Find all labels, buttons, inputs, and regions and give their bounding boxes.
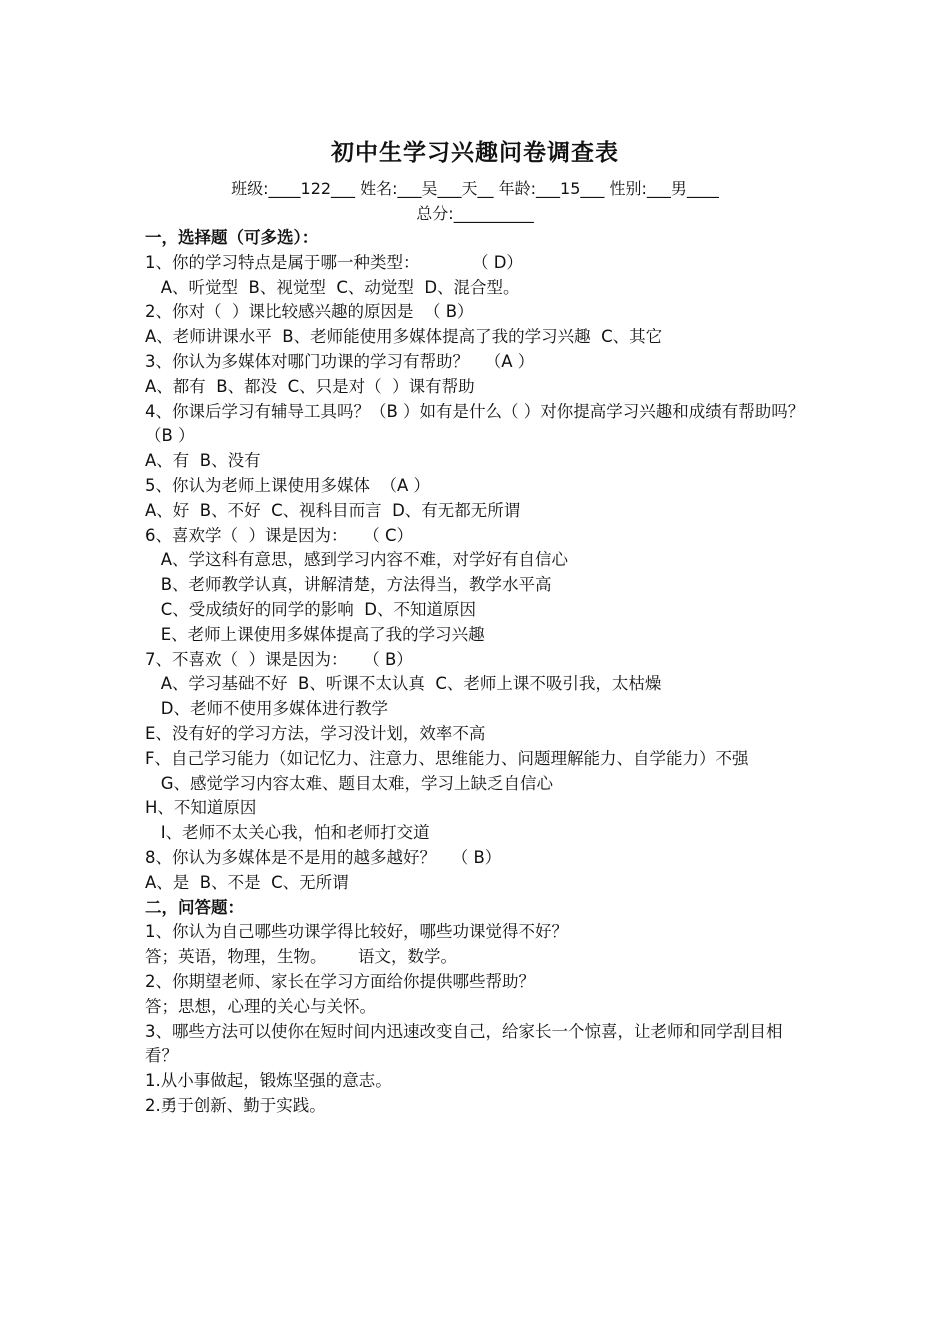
questionnaire-line: 1、你的学习特点是属于哪一种类型： （ D）	[145, 252, 523, 272]
questionnaire-line: A、有 B、没有	[145, 451, 261, 471]
questionnaire-line: I、老师不太关心我，怕和老师打交道	[145, 823, 430, 843]
questionnaire-line: 3、哪些方法可以使你在短时间内迅速改变自己，给家长一个惊喜，让老师和同学刮目相看？	[145, 1021, 783, 1066]
page-title: 初中生学习兴趣问卷调查表	[331, 139, 619, 166]
questionnaire-line: E、老师上课使用多媒体提高了我的学习兴趣	[145, 624, 485, 644]
questionnaire-line: F、自己学习能力（如记忆力、注意力、思维能力、问题理解能力、自学能力）不强	[145, 748, 749, 768]
questionnaire-line: A、听觉型 B、视觉型 C、动觉型 D、混合型。	[145, 277, 520, 297]
questionnaire-line: 6、喜欢学（ ）课是因为： （ C）	[145, 525, 413, 545]
questionnaire-line: 8、你认为多媒体是不是用的越多越好？ （ B）	[145, 847, 502, 867]
questionnaire-line: 4、你课后学习有辅导工具吗？（B ）如有是什么（ ）对你提高学习兴趣和成绩有帮助吗？（B ）	[145, 401, 805, 446]
questionnaire-line: E、没有好的学习方法，学习没计划，效率不高	[145, 723, 486, 743]
questionnaire-line: 2.勇于创新、勤于实践。	[145, 1095, 326, 1115]
questionnaire-body	[145, 226, 810, 1119]
questionnaire-line: H、不知道原因	[145, 798, 257, 818]
questionnaire-line: A、都有 B、都没 C、只是对（ ）课有帮助	[145, 376, 475, 396]
questionnaire-line: 2、你对（ ）课比较感兴趣的原因是 （ B）	[145, 302, 474, 322]
questionnaire-line: G、感觉学习内容太难、题目太难，学习上缺乏自信心	[145, 773, 554, 793]
questionnaire-line: 3、你认为多媒体对哪门功课的学习有帮助？ （A ）	[145, 351, 535, 371]
questionnaire-line: B、老师教学认真，讲解清楚，方法得当，教学水平高	[145, 575, 552, 595]
questionnaire-line: 1.从小事做起，锻炼坚强的意志。	[145, 1071, 392, 1091]
questionnaire-line: 答；英语，物理，生物。 语文，数学。	[145, 947, 457, 967]
questionnaire-line: 2、你期望老师、家长在学习方面给你提供哪些帮助？	[145, 971, 535, 991]
section-heading: 二，问答题：	[145, 897, 244, 917]
questionnaire-line: 答；思想，心理的关心与关怀。	[145, 996, 376, 1016]
questionnaire-line: A、学这科有意思，感到学习内容不难，对学好有自信心	[145, 550, 569, 570]
questionnaire-line: D、老师不使用多媒体进行教学	[145, 699, 388, 719]
student-info-line: 班级:____122___ 姓名:___吴___天__ 年龄:___15___ 性别:___男____	[231, 179, 719, 198]
questionnaire-line: A、老师讲课水平 B、老师能使用多媒体提高了我的学习兴趣 C、其它	[145, 327, 663, 347]
questionnaire-line: 7、不喜欢（ ）课是因为： （ B）	[145, 649, 413, 669]
questionnaire-line: 5、你认为老师上课使用多媒体 （A ）	[145, 475, 431, 495]
questionnaire-line: A、学习基础不好 B、听课不太认真 C、老师上课不吸引我，太枯燥	[145, 674, 662, 694]
questionnaire-line: C、受成绩好的同学的影响 D、不知道原因	[145, 599, 476, 619]
questionnaire-line: 1、你认为自己哪些功课学得比较好，哪些功课觉得不好？	[145, 922, 568, 942]
questionnaire-line: A、是 B、不是 C、无所谓	[145, 872, 349, 892]
total-score-line: 总分:__________	[416, 204, 534, 223]
section-heading: 一，选择题（可多选）：	[145, 228, 319, 247]
questionnaire-line: A、好 B、不好 C、视科目而言 D、有无都无所谓	[145, 500, 521, 520]
